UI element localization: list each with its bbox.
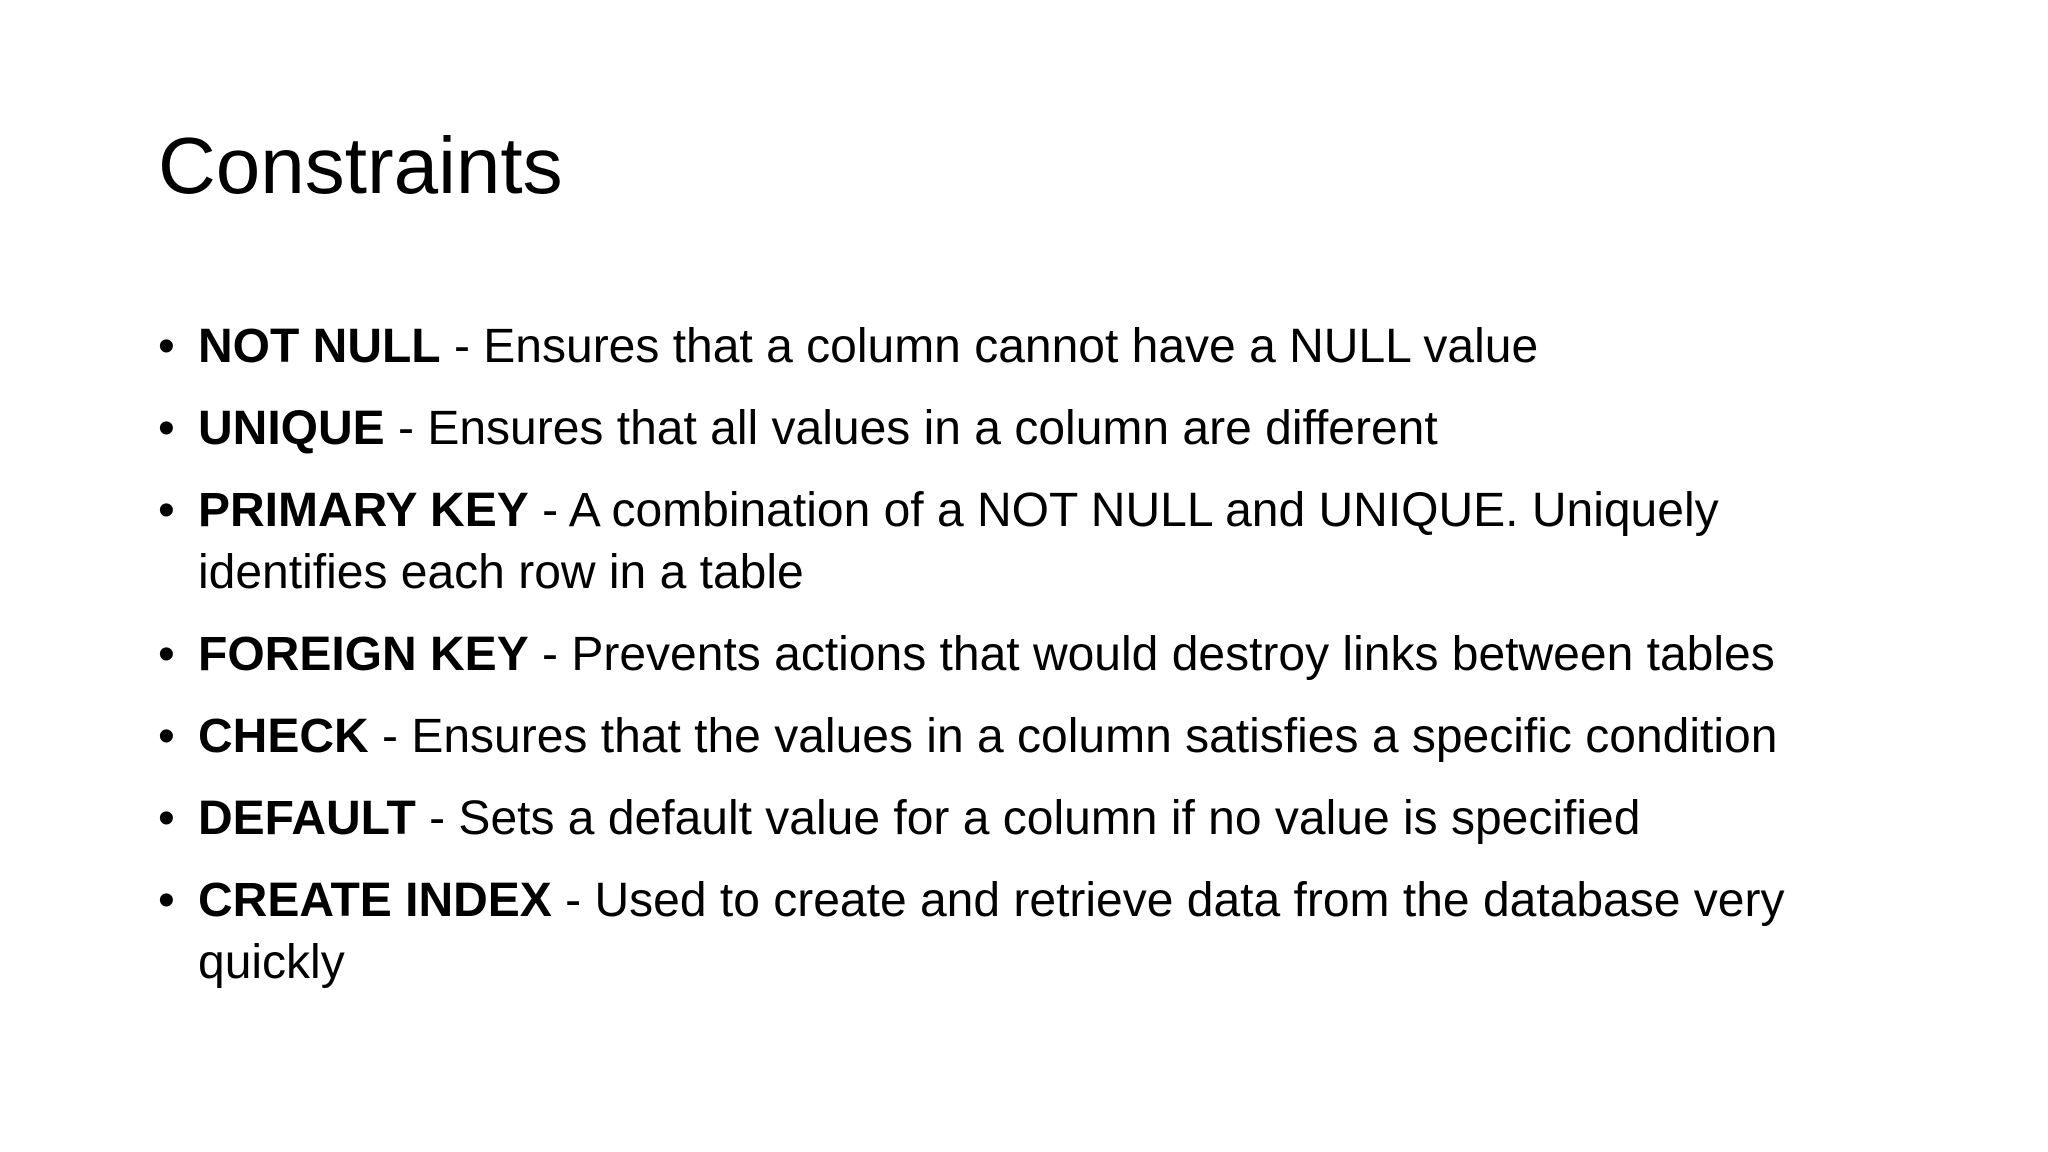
list-item xyxy=(158,398,1918,460)
constraint-description: - Used to create and retrieve data from the database very quickly xyxy=(198,874,1785,989)
bullet-icon: • xyxy=(158,710,175,763)
list-item xyxy=(158,624,1918,686)
bullet-icon: • xyxy=(158,402,175,455)
list-item xyxy=(158,706,1918,768)
constraint-term: UNIQUE xyxy=(198,402,385,455)
constraint-term: CREATE INDEX xyxy=(198,874,552,927)
constraint-description: - Ensures that the values in a column satisfies a specific condition xyxy=(368,710,1778,763)
constraint-term: FOREIGN KEY xyxy=(198,628,529,681)
constraint-description: - Ensures that all values in a column are different xyxy=(384,402,1438,455)
bullet-icon: • xyxy=(158,320,175,373)
constraint-description: - A combination of a NOT NULL and UNIQUE. Uniquely identifies each row in a table xyxy=(198,484,1719,599)
bullet-icon: • xyxy=(158,792,175,845)
constraint-term: CHECK xyxy=(198,710,369,763)
constraint-description: - Sets a default value for a column if no value is specified xyxy=(415,792,1641,845)
list-item xyxy=(158,788,1918,850)
bullet-icon: • xyxy=(158,484,175,537)
constraint-term: PRIMARY KEY xyxy=(198,484,529,537)
list-item xyxy=(158,480,1918,604)
slide-title: Constraints xyxy=(158,121,563,210)
constraint-description: - Prevents actions that would destroy links between tables xyxy=(528,628,1775,681)
list-item xyxy=(158,870,1918,994)
constraint-description: - Ensures that a column cannot have a NULL value xyxy=(440,320,1539,373)
constraint-term: DEFAULT xyxy=(198,792,416,845)
bullet-icon: • xyxy=(158,628,175,681)
constraint-term: NOT NULL xyxy=(198,320,441,373)
list-item xyxy=(158,316,1918,378)
bullet-list xyxy=(158,316,1918,1014)
bullet-icon: • xyxy=(158,874,175,927)
